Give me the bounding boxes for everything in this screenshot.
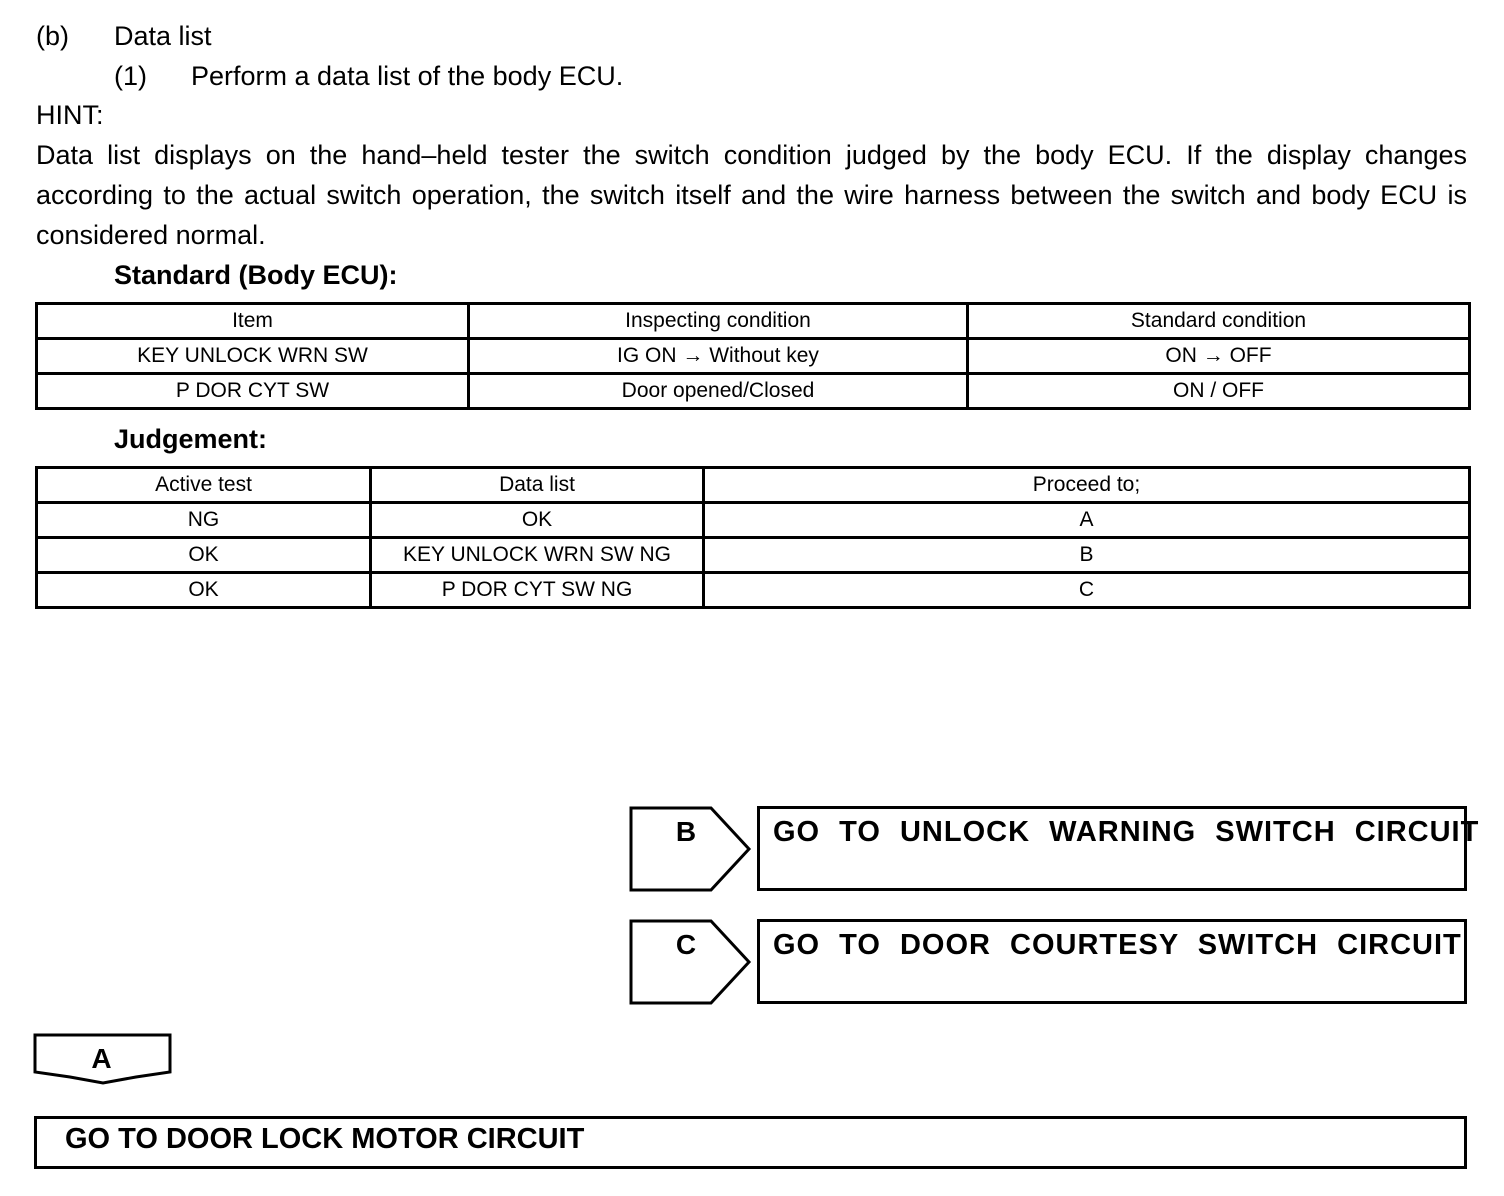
table-header-cell: Proceed to; (704, 468, 1470, 503)
table-cell: ON → OFF (968, 339, 1470, 374)
table-cell: KEY UNLOCK WRN SW (37, 339, 469, 374)
table-row (37, 503, 1470, 538)
table-row (37, 573, 1470, 608)
table-row (37, 538, 1470, 573)
table-cell: KEY UNLOCK WRN SW NG (371, 538, 704, 573)
table-header-row (37, 468, 1470, 503)
table-row (37, 339, 1470, 374)
table-header-cell: Item (37, 304, 469, 339)
table-cell: IG ON → Without key (469, 339, 968, 374)
branch-a-label: A (91, 1043, 112, 1074)
table-header-cell: Inspecting condition (469, 304, 968, 339)
hint-label: HINT: (36, 100, 104, 130)
table-header-cell: Data list (371, 468, 704, 503)
table-header-cell: Active test (37, 468, 371, 503)
table-header-cell: Standard condition (968, 304, 1470, 339)
goto-door-courtesy-text: GO TO DOOR COURTESY SWITCH CIRCUIT (773, 929, 1462, 961)
goto-unlock-warning-text: GO TO UNLOCK WARNING SWITCH CIRCUIT (773, 816, 1480, 848)
table-cell: OK (37, 573, 371, 608)
table-cell: Door opened/Closed (469, 374, 968, 409)
table-cell: NG (37, 503, 371, 538)
section-marker: (b) (36, 21, 69, 51)
table-header-row (37, 304, 1470, 339)
hint-text: Data list displays on the hand–held tester the switch condition judged by the body ECU. If the display changes according to the actual switch operation, the switch itself and the wire harness between the switch and body ECU is considered normal. (36, 140, 1467, 250)
goto-unlock-warning-box (757, 806, 1480, 891)
table-row (37, 374, 1470, 409)
table-cell: P DOR CYT SW NG (371, 573, 704, 608)
step-text: Perform a data list of the body ECU. (191, 61, 624, 91)
goto-door-courtesy-box (757, 919, 1467, 1004)
standard-heading: Standard (Body ECU): (114, 260, 398, 290)
table-cell: OK (37, 538, 371, 573)
table-cell: A (704, 503, 1470, 538)
standard-table (35, 302, 1471, 410)
judgement-table (35, 466, 1471, 609)
table-cell: C (704, 573, 1470, 608)
goto-door-lock-motor-box (34, 1116, 1467, 1169)
goto-door-lock-motor-text: GO TO DOOR LOCK MOTOR CIRCUIT (65, 1123, 585, 1155)
step-marker: (1) (114, 61, 147, 91)
branch-b-label: B (675, 816, 697, 847)
table-cell: OK (371, 503, 704, 538)
section-title: Data list (114, 21, 212, 51)
branch-c-label: C (675, 929, 697, 960)
judgement-heading: Judgement: (114, 424, 268, 454)
table-cell: ON / OFF (968, 374, 1470, 409)
table-cell: P DOR CYT SW (37, 374, 469, 409)
table-cell: B (704, 538, 1470, 573)
